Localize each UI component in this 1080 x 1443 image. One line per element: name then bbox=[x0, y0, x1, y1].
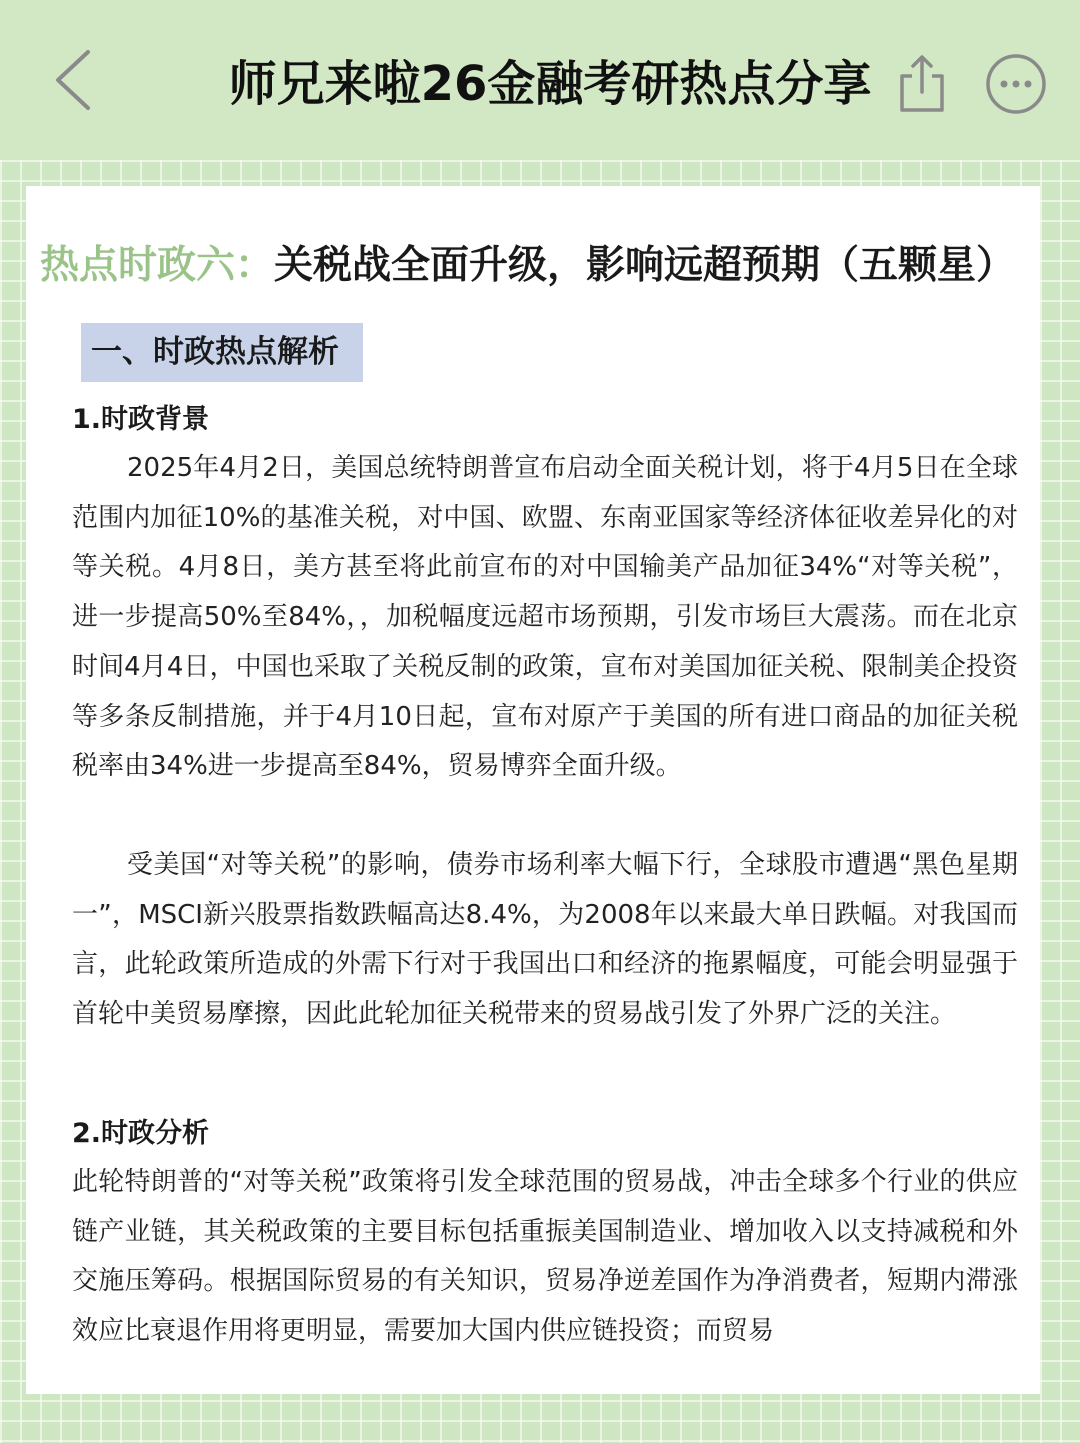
article-card bbox=[26, 186, 1040, 1394]
more-icon bbox=[984, 52, 1048, 116]
top-nav-bar bbox=[0, 0, 1080, 160]
share-icon bbox=[892, 52, 952, 116]
share-button[interactable] bbox=[892, 52, 952, 116]
paragraph-background: 2025年4月2日，美国总统特朗普宣布启动全面关税计划，将于4月5日在全球范围内加征10%的基准关税，对中国、欧盟、东南亚国家等经济体征收差异化的对等关税。4月8日，美方甚至将此前宣布的对中国输美产品加征34%“对等关税”，进一步提高50%至84%，，加税幅度远超市场预期，引发市场巨大震荡。而在北京时间4月4日，中国也采取了关税反制的政策，宣布对美国加征关税、限制美企投资等多条反制措施，并于4月10日起，宣布对原产于美国的所有进口商品的加征关税税率由34%进一步提高至84%，贸易博弈全面升级。 bbox=[72, 453, 1018, 782]
page-title: 师兄来啦26金融考研热点分享 bbox=[228, 56, 872, 112]
headline-prefix: 热点时政六： bbox=[40, 243, 275, 288]
paragraph-impact: 受美国“对等关税”的影响，债券市场利率大幅下行，全球股市遭遇“黑色星期一”，MSCI新兴股票指数跌幅高达8.4%，为2008年以来最大单日跌幅。对我国而言，此轮政策所造成的外需下行对于我国出口和经济的拖累幅度，可能会明显强于首轮中美贸易摩擦，因此此轮加征关税带来的贸易战引发了外界广泛的关注。 bbox=[72, 850, 1018, 1030]
section-tag: 一、时政热点解析 bbox=[81, 323, 363, 382]
article-headline bbox=[40, 236, 1036, 296]
chevron-left-icon bbox=[44, 44, 104, 116]
paragraph-analysis: 此轮特朗普的“对等关税”政策将引发全球范围的贸易战，冲击全球多个行业的供应链产业链，其关税政策的主要目标包括重振美国制造业、增加收入以支持减税和外交施压筹码。根据国际贸易的有关知识，贸易净逆差国作为净消费者，短期内滞涨效应比衰退作用将更明显，需要加大国内供应链投资；而贸易 bbox=[72, 1167, 1018, 1347]
more-options-button[interactable] bbox=[984, 52, 1048, 116]
back-button[interactable] bbox=[44, 44, 104, 116]
headline-text: 关税战全面升级，影响远超预期（五颗星） bbox=[274, 243, 1016, 288]
subheading-analysis: 2.时政分析 bbox=[72, 1118, 210, 1149]
subheading-background: 1.时政背景 bbox=[72, 404, 210, 435]
